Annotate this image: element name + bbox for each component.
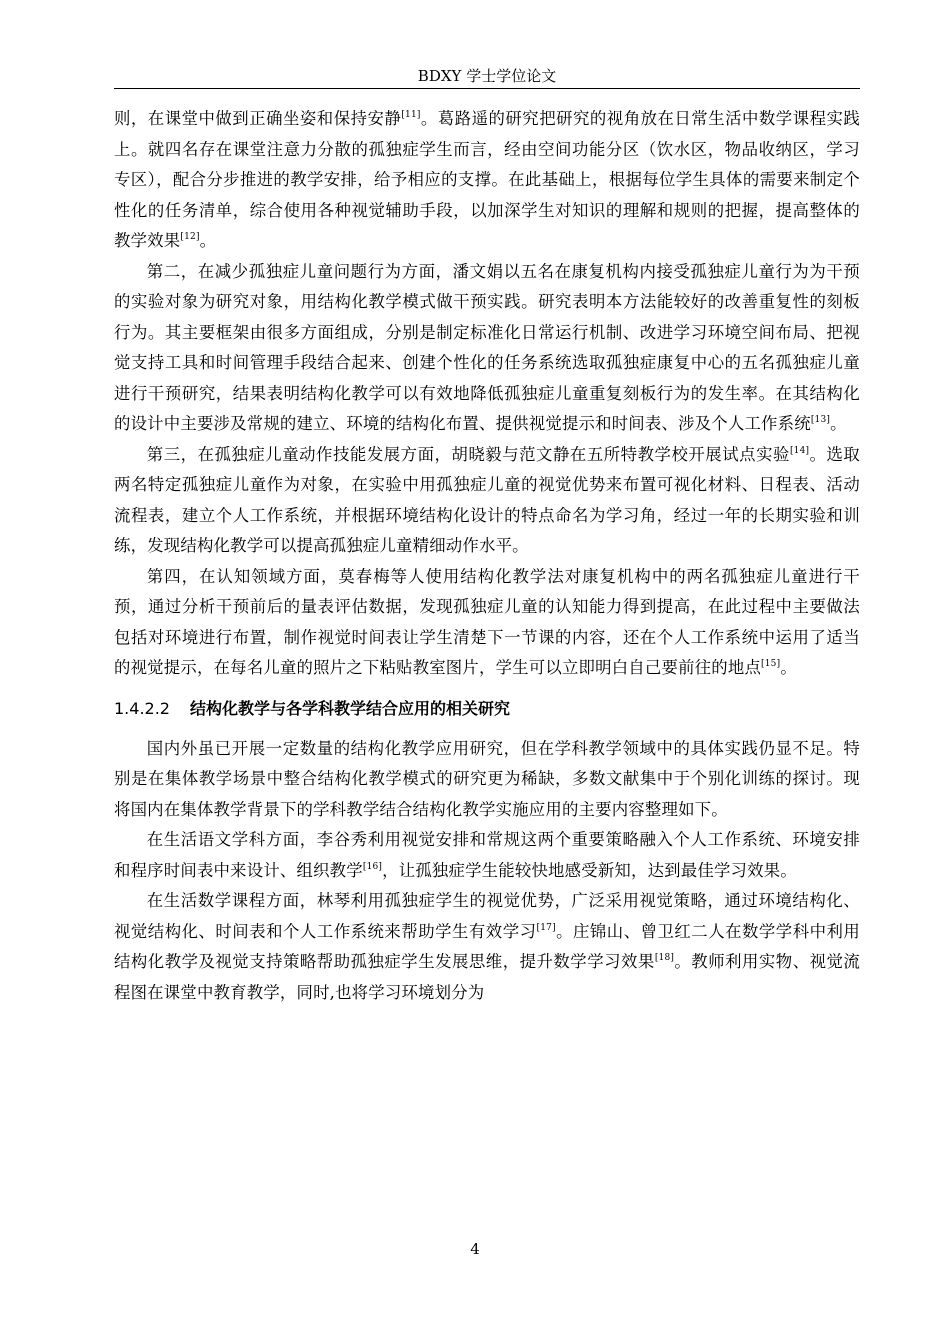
citation: [17] [536, 922, 556, 933]
paragraph-7: 在生活数学课程方面，林琴利用孤独症学生的视觉优势，广泛采用视觉策略，通过环境结构化、视觉结构化、时间表和个人工作系统来帮助学生有效学习[17]。庄锦山、曾卫红二人在数学学科中利用结构化教学及视觉支持策略帮助孤独症学生发展思维，提升数学学习效果[18]。教师利用实物、视觉流程图在课堂中教育教学，同时,也将学习环境划分为 [114, 891, 860, 1002]
page-content [114, 104, 860, 1008]
citation: [16] [362, 861, 383, 872]
page-header [114, 64, 860, 89]
citation: [18] [654, 953, 675, 963]
paragraph-3: 第三，在孤独症儿童动作技能发展方面，胡晓毅与范文静在五所特教学校开展试点实验[14]。选取两名特定孤独症儿童作为对象，在实验中用孤独症儿童的视觉优势来布置可视化材料、日程表、活动流程表，建立个人工作系统，并根据环境结构化设计的特点命名为学习角，经过一年的长期实验和训练，发现结构化教学可以提高孤独症儿童精细动作水平。 [114, 444, 860, 555]
section-number: 1.4.2.2 [114, 698, 170, 718]
section-heading [114, 694, 860, 724]
paragraph-4: 第四，在认知领域方面，莫春梅等人使用结构化教学法对康复机构中的两名孤独症儿童进行干预，通过分析干预前后的量表评估数据，发现孤独症儿童的认知能力得到提高，在此过程中主要做法包括对环境进行布置，制作视觉时间表让学生清楚下一节课的内容，还在个人工作系统中运用了适当的视觉提示，在每名儿童的照片之下粘贴教室图片，学生可以立即明白自己要前往的地点[15]。 [114, 566, 860, 677]
citation: [11] [401, 110, 421, 120]
paragraph-2: 第二，在减少孤独症儿童问题行为方面，潘文娟以五名在康复机构内接受孤独症儿童行为为干预的实验对象为研究对象，用结构化教学模式做干预实践。研究表明本方法能较好的改善重复性的刻板行为。其主要框架由很多方面组成，分别是制定标准化日常运行机制、改进学习环境空间布局、把视觉支持工具和时间管理手段结合起来、创建个性化的任务系统选取孤独症康复中心的五名孤独症儿童进行干预研究，结果表明结构化教学可以有效地降低孤独症儿童重复刻板行为的发生率。在其结构化的设计中主要涉及常规的建立、环境的结构化布置、提供视觉提示和时间表、涉及个人工作系统[13]。 [114, 261, 860, 433]
section-title: 结构化教学与各学科教学结合应用的相关研究 [189, 698, 510, 718]
paragraph-5: 国内外虽已开展一定数量的结构化教学应用研究，但在学科教学领域中的具体实践仍显不足。特别是在集体教学场景中整合结构化教学模式的研究更为稀缺，多数文献集中于个别化训练的探讨。现将国内在集体教学背景下的学科教学结合结构化教学实施应用的主要内容整理如下。 [114, 738, 860, 819]
paragraph-6: 在生活语文学科方面，李谷秀利用视觉安排和常规这两个重要策略融入个人工作系统、环境安排和程序时间表中来设计、组织教学[16]，让孤独症学生能较快地感受新知，达到最佳学习效果。 [114, 830, 860, 880]
page-number: 4 [470, 1240, 480, 1258]
citation: [12] [180, 232, 200, 242]
header-title: BDXY 学士学位论文 [417, 67, 557, 85]
citation: [14] [789, 445, 810, 456]
paragraph-1: 则，在课堂中做到正确坐姿和保持安静[11]。葛路遥的研究把研究的视角放在日常生活中数学课程实践上。就四名存在课堂注意力分散的孤独症学生而言，经由空间功能分区（饮水区，物品收纳区，学习专区），配合分步推进的教学安排，给予相应的支撑。在此基础上，根据每位学生具体的需要来制定个性化的任务清单，综合使用各种视觉辅助手段，以加深学生对知识的理解和规则的把握，提高整体的教学效果[12]。 [114, 109, 860, 250]
citation: [15] [761, 659, 781, 669]
citation: [13] [810, 415, 831, 425]
